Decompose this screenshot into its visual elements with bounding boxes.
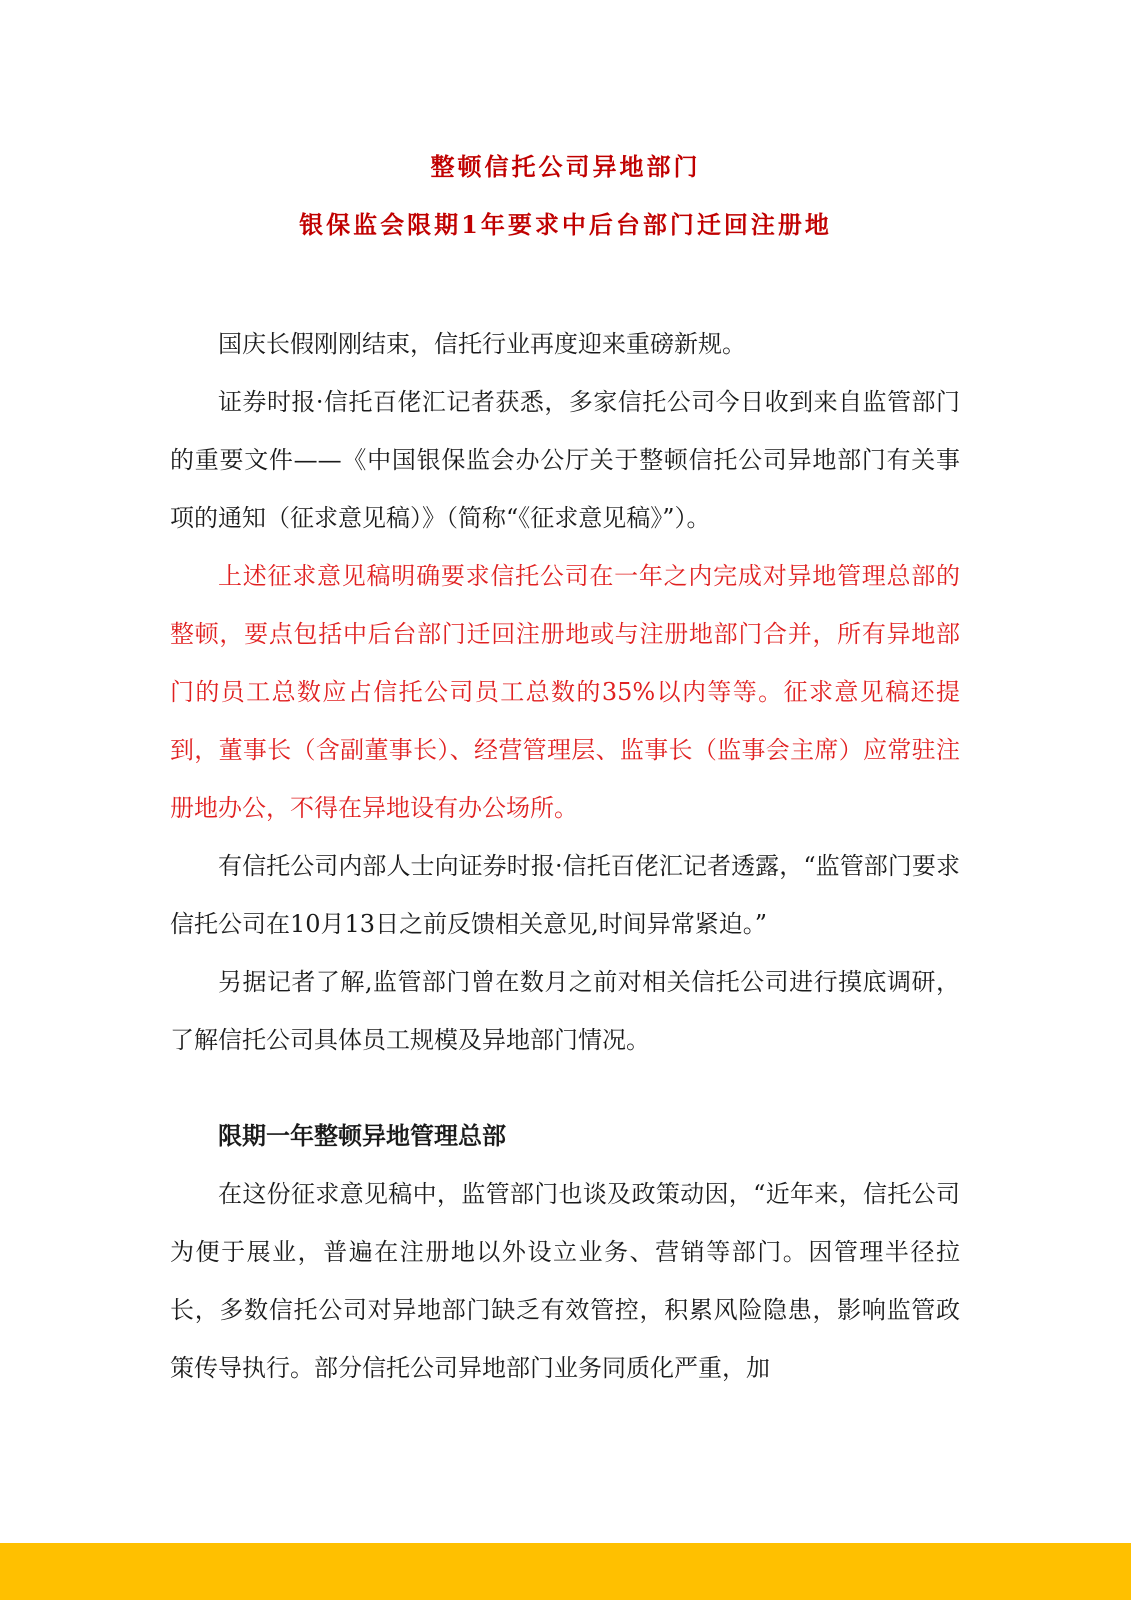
paragraph-research: 另据记者了解,监管部门曾在数月之前对相关信托公司进行摸底调研，了解信托公司具体员工规模及异地部门情况。 [170,968,960,1054]
document-title: 整顿信托公司异地部门 [430,152,701,181]
footer-bar [0,1543,1131,1600]
section-spacer [170,1069,960,1107]
document-subtitle: 银保监会限期1年要求中后台部门迁回注册地 [299,210,832,239]
paragraph-policy-motive: 在这份征求意见稿中，监管部门也谈及政策动因，“近年来，信托公司为便于展业，普遍在注册地以外设立业务、营销等部门。因管理半径拉长，多数信托公司对异地部门缺乏有效管控，积累风险隐患，影响监管政策传导执行。部分信托公司异地部门业务同质化严重，加 [170,1180,960,1382]
paragraph-source: 证券时报·信托百佬汇记者获悉，多家信托公司今日收到来自监管部门的重要文件——《中国银保监会办公厅关于整顿信托公司异地部门有关事项的通知（征求意见稿）》（简称“《征求意见稿》”）。 [170,388,960,532]
paragraph-insider-quote: 有信托公司内部人士向证券时报·信托百佬汇记者透露，“监管部门要求信托公司在10月13日之前反馈相关意见,时间异常紧迫。” [170,852,960,938]
section-heading: 限期一年整顿异地管理总部 [218,1121,506,1150]
paragraph-highlight: 上述征求意见稿明确要求信托公司在一年之内完成对异地管理总部的整顿，要点包括中后台部门迁回注册地或与注册地部门合并，所有异地部门的员工总数应占信托公司员工总数的35%以内等等。征求意见稿还提到，董事长（含副董事长）、经营管理层、监事长（监事会主席）应常驻注册地办公，不得在异地设有办公场所。 [170,562,960,822]
paragraph-intro: 国庆长假刚刚结束，信托行业再度迎来重磅新规。 [218,330,746,358]
article-body [170,315,960,1397]
